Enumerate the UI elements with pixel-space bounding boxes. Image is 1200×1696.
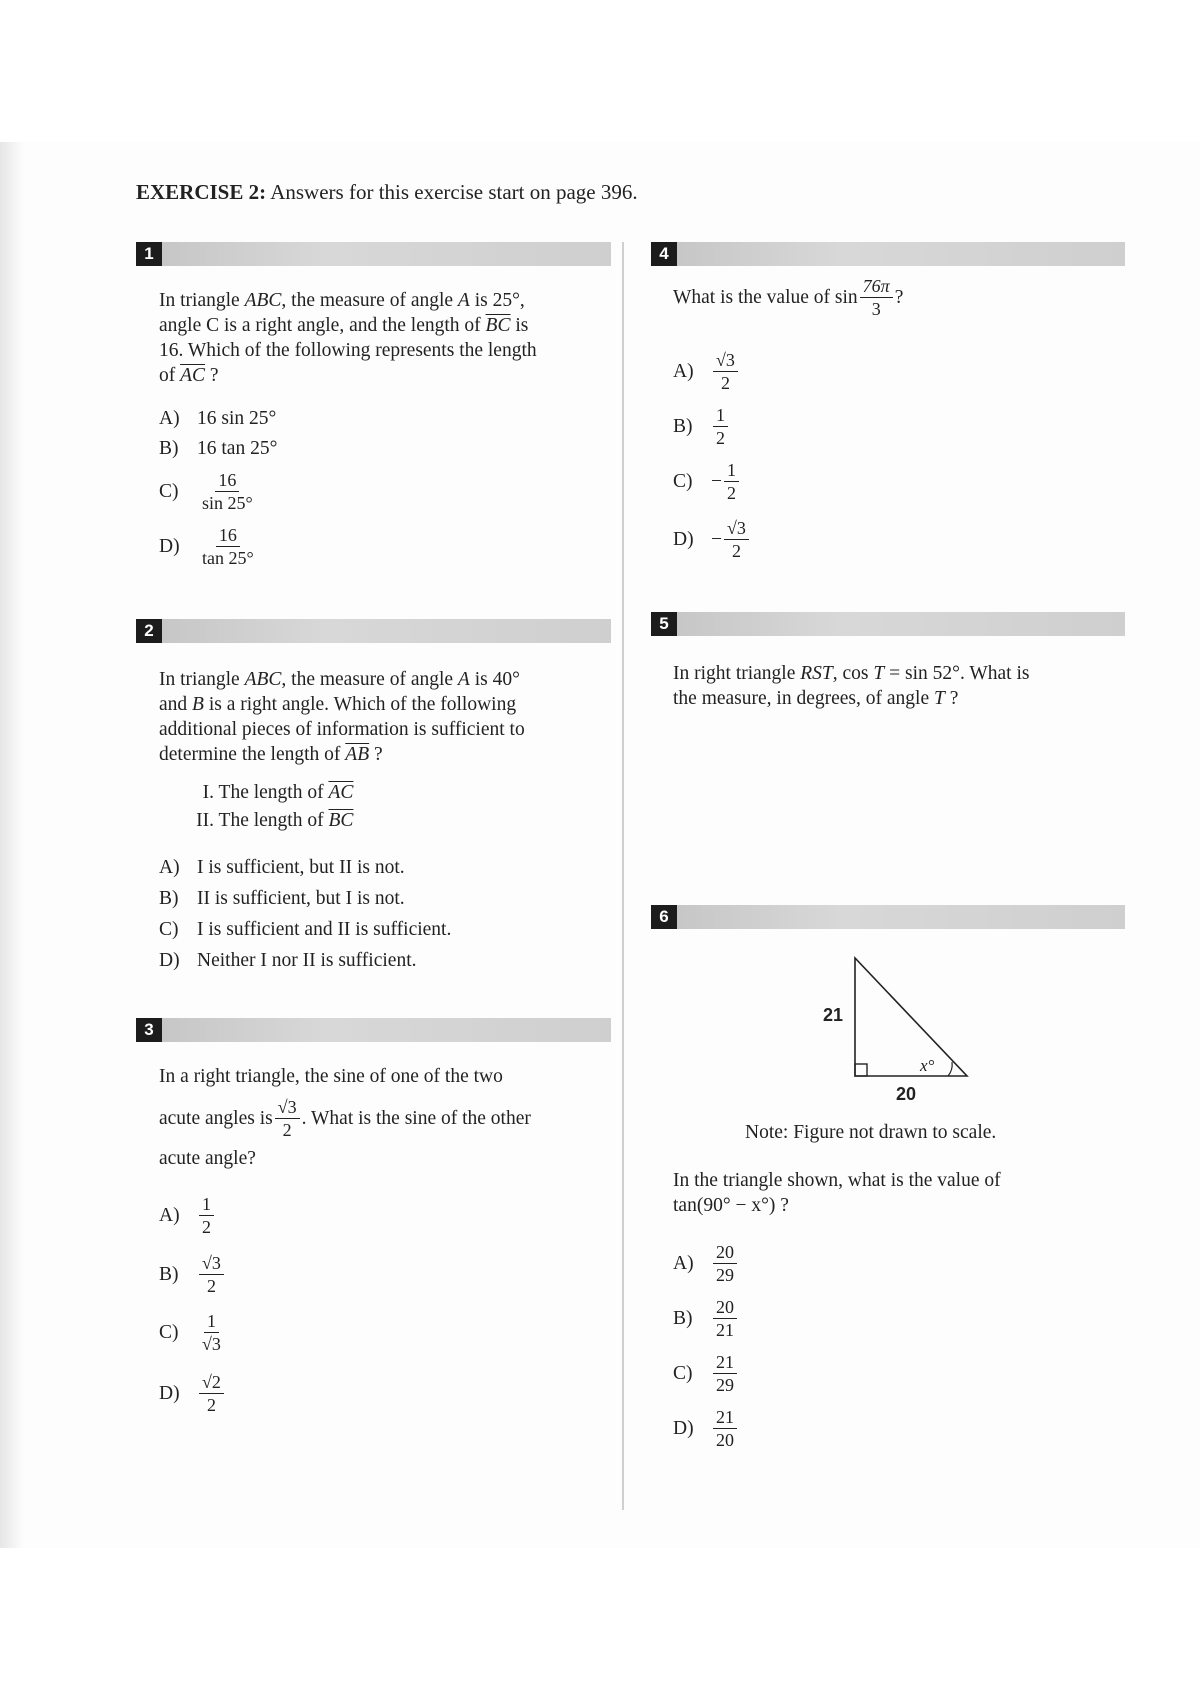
question-6-bar (651, 905, 1125, 929)
question-3-option-d[interactable]: D) $\frac{√2}{2}$ (159, 1372, 226, 1415)
question-4-text: What is the value of sin $\frac{76\pi}{3}$ ? (673, 276, 904, 319)
exercise-header (136, 180, 638, 205)
question-3-bar (136, 1018, 611, 1042)
question-2-items: I. The length of $\overline{AC}$ II. The length of $\overline{BC}$ (196, 782, 354, 831)
question-1-text: In triangle ABC, the measure of angle A is 25°, angle C is a right angle, and the length of $\overline{BC}$ is 16. Which of the following represents the length of $\overline{AC}$ ? (159, 290, 537, 386)
question-6-option-b[interactable]: B) $\frac{20}{21}$ (673, 1297, 739, 1340)
question-3-option-c[interactable]: C) $\frac{1}{√3}$ (159, 1311, 221, 1354)
page-shadow (0, 142, 24, 1548)
question-6-option-a[interactable]: A) $\frac{20}{29}$ (673, 1242, 739, 1285)
question-3-text: In a right triangle, the sine of one of the two acute angles is $\frac{√3}{2}$ . What is the sine of the other acute angle? (159, 1066, 531, 1169)
right-angle-marker (855, 1064, 867, 1076)
question-2-option-b[interactable]: B) II is sufficient, but I is not. (159, 888, 405, 909)
question-6-option-d[interactable]: D) $\frac{21}{20}$ (673, 1407, 739, 1450)
question-2-option-d[interactable]: D) Neither I nor II is sufficient. (159, 950, 417, 971)
question-5-number: 5 (651, 612, 677, 636)
question-6-text: In the triangle shown, what is the value of tan(90° − x°) ? (673, 1170, 1001, 1216)
question-1-option-c[interactable]: C) $\frac{16}{\sin 25^\circ}$ (159, 470, 253, 513)
question-1-bar (136, 242, 611, 266)
question-4-option-d[interactable]: D) − $\frac{√3}{2}$ (673, 518, 751, 561)
question-1-number: 1 (136, 242, 162, 266)
question-2-option-c[interactable]: C) I is sufficient and II is sufficient. (159, 919, 452, 940)
question-4-option-c[interactable]: C) − $\frac{1}{2}$ (673, 460, 741, 503)
question-4-bar (651, 242, 1125, 266)
question-6-number: 6 (651, 905, 677, 929)
figure-side-20: 20 (896, 1084, 917, 1104)
angle-arc (948, 1062, 952, 1076)
question-1-option-a[interactable]: A) 16 sin 25° (159, 408, 277, 429)
triangle-shape (855, 958, 967, 1076)
question-2-number: 2 (136, 619, 162, 643)
question-3-number: 3 (136, 1018, 162, 1042)
question-1-option-d[interactable]: D) $\frac{16}{\tan 25^\circ}$ (159, 525, 254, 568)
figure-angle-label: x° (920, 1056, 935, 1075)
figure-side-21: 21 (823, 1005, 844, 1025)
question-3-option-a[interactable]: A) $\frac{1}{2}$ (159, 1194, 216, 1237)
figure-note: Note: Figure not drawn to scale. (745, 1122, 997, 1143)
question-2-bar (136, 619, 611, 643)
question-2-text: In triangle ABC, the measure of angle A is 40° and B is a right angle. Which of the following additional pieces of information is sufficient to determine the length of $\overline{AB}$ ? (159, 669, 525, 765)
question-5-text: In right triangle RST, cos T = sin 52°. What is the measure, in degrees, of angle T ? (673, 663, 1030, 709)
question-4-number: 4 (651, 242, 677, 266)
exercise-label: EXERCISE 2: (136, 180, 267, 204)
question-1-option-b[interactable]: B) 16 tan 25° (159, 438, 278, 459)
question-4-option-a[interactable]: A) $\frac{√3}{2}$ (673, 350, 740, 393)
question-5-bar (651, 612, 1125, 636)
exercise-text: Answers for this exercise start on page 396. (270, 180, 638, 204)
question-6-option-c[interactable]: C) $\frac{21}{29}$ (673, 1352, 739, 1395)
question-2-option-a[interactable]: A) I is sufficient, but II is not. (159, 857, 405, 878)
question-4-option-b[interactable]: B) $\frac{1}{2}$ (673, 405, 730, 448)
column-divider (622, 242, 624, 1510)
question-3-option-b[interactable]: B) $\frac{√3}{2}$ (159, 1253, 226, 1296)
